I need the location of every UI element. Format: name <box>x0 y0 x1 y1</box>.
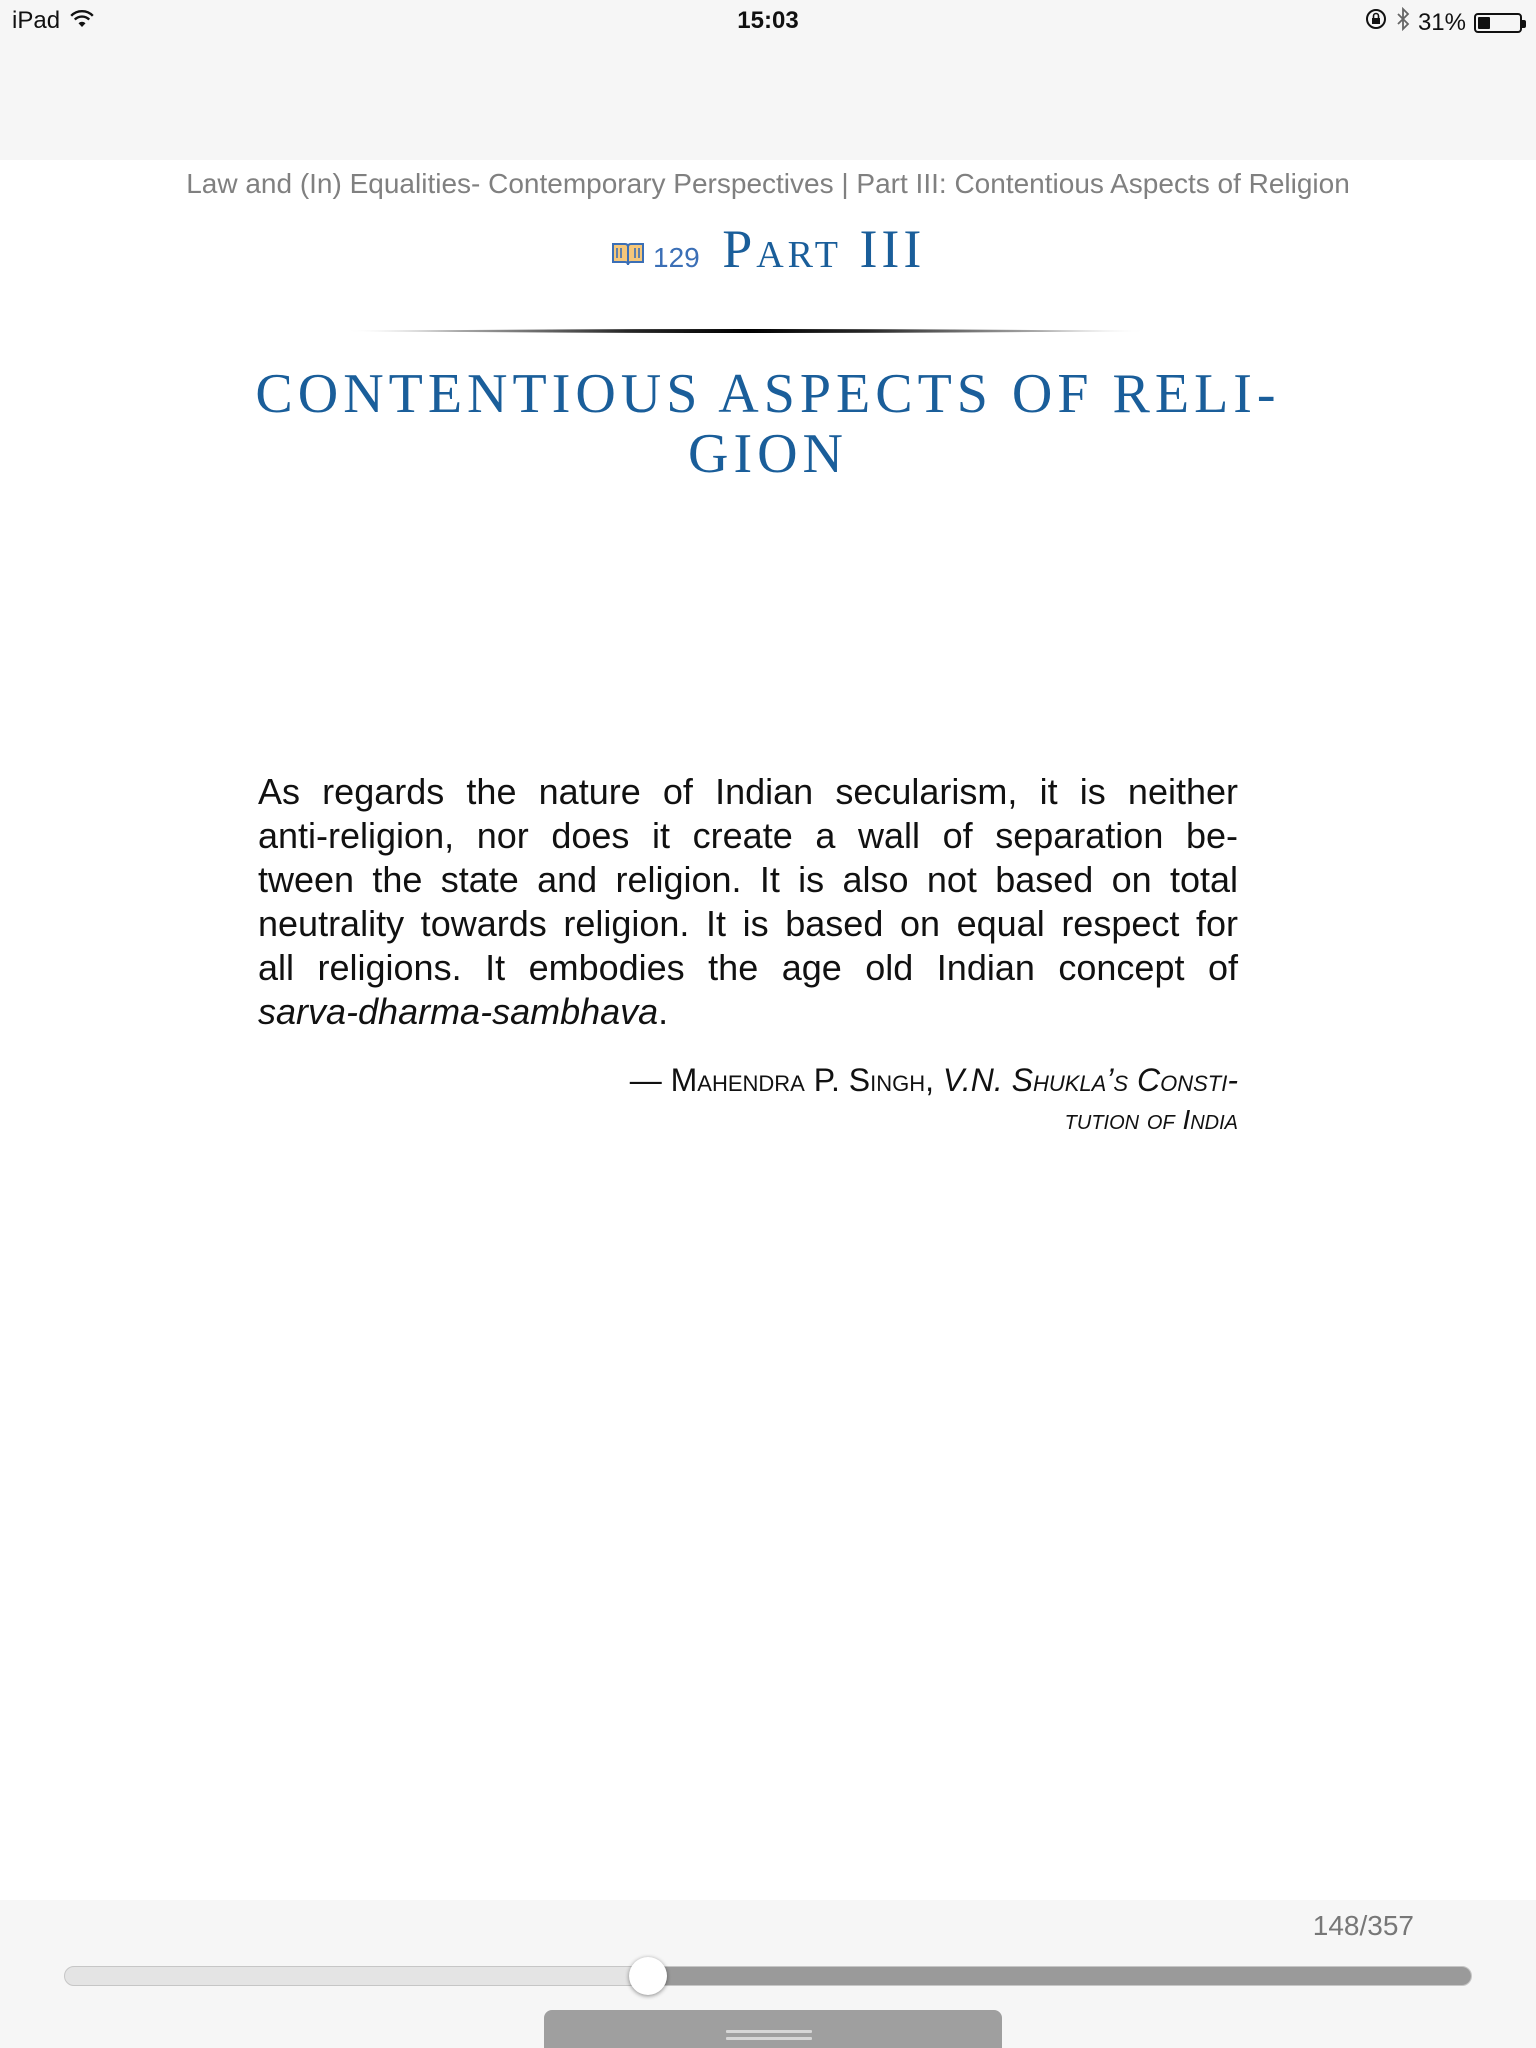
epigraph-period: . <box>658 991 669 1032</box>
epigraph-line: As regards the nature of Indian secularism, it is neither <box>258 771 1238 812</box>
epigraph-line: all religions. It embodies the age old Indian concept of <box>258 947 1238 988</box>
attribution-separator: , <box>925 1062 943 1098</box>
part-title: Part III <box>722 219 926 279</box>
page-counter: 148/357 <box>1312 1910 1414 1941</box>
page-slider-remaining <box>647 1967 1471 1985</box>
status-bar <box>0 0 1536 42</box>
attribution-work: V.N. Shukla’s Consti- <box>942 1062 1238 1098</box>
ornamental-rule <box>346 328 1148 334</box>
attribution-author: Mahendra P. Singh <box>670 1062 926 1098</box>
part-heading <box>0 218 1536 280</box>
device-name: iPad <box>12 7 61 34</box>
battery-icon <box>1474 13 1522 33</box>
battery-percent: 31% <box>1417 8 1466 36</box>
clock: 15:03 <box>737 7 799 34</box>
epigraph-line: tween the state and religion. It is also not based on total <box>258 859 1238 900</box>
chapter-title-line-2: GION <box>688 423 848 485</box>
chapter-title-line-1: CONTENTIOUS ASPECTS OF RELI- <box>255 363 1281 425</box>
bottom-drawer-handle[interactable] <box>544 2010 1002 2048</box>
chapter-title <box>0 364 1536 484</box>
battery-cap <box>1522 20 1526 28</box>
epigraph-line: neutrality towards religion. It is based on equal respect for <box>258 903 1238 944</box>
page-slider-thumb[interactable] <box>629 1957 667 1995</box>
grab-lines-icon <box>726 2030 812 2044</box>
attribution-dash: — <box>629 1062 671 1098</box>
epigraph-line-last <box>258 990 1238 1034</box>
epigraph-italic-term: sarva-dharma-sambhava <box>258 991 659 1032</box>
book-icon[interactable] <box>611 241 645 272</box>
reader-top-toolbar[interactable] <box>0 42 1536 160</box>
page-reference-link[interactable]: 129 <box>653 242 700 273</box>
page-slider-track[interactable] <box>64 1966 1472 1986</box>
epigraph-line: anti-religion, nor does it create a wall of separation be- <box>258 815 1238 856</box>
running-header: Law and (In) Equalities- Contemporary Perspectives | Part III: Contentious Aspects of Religion <box>186 168 1350 199</box>
bluetooth-icon <box>1396 7 1410 38</box>
epigraph-attribution <box>258 1060 1238 1140</box>
status-right <box>1364 7 1522 38</box>
attribution-line-2: tution of India <box>1064 1104 1238 1135</box>
rotation-lock-icon <box>1364 7 1388 38</box>
battery-fill <box>1478 17 1490 29</box>
attribution-line-1 <box>258 1060 1238 1100</box>
epigraph-quote <box>258 770 1238 1034</box>
